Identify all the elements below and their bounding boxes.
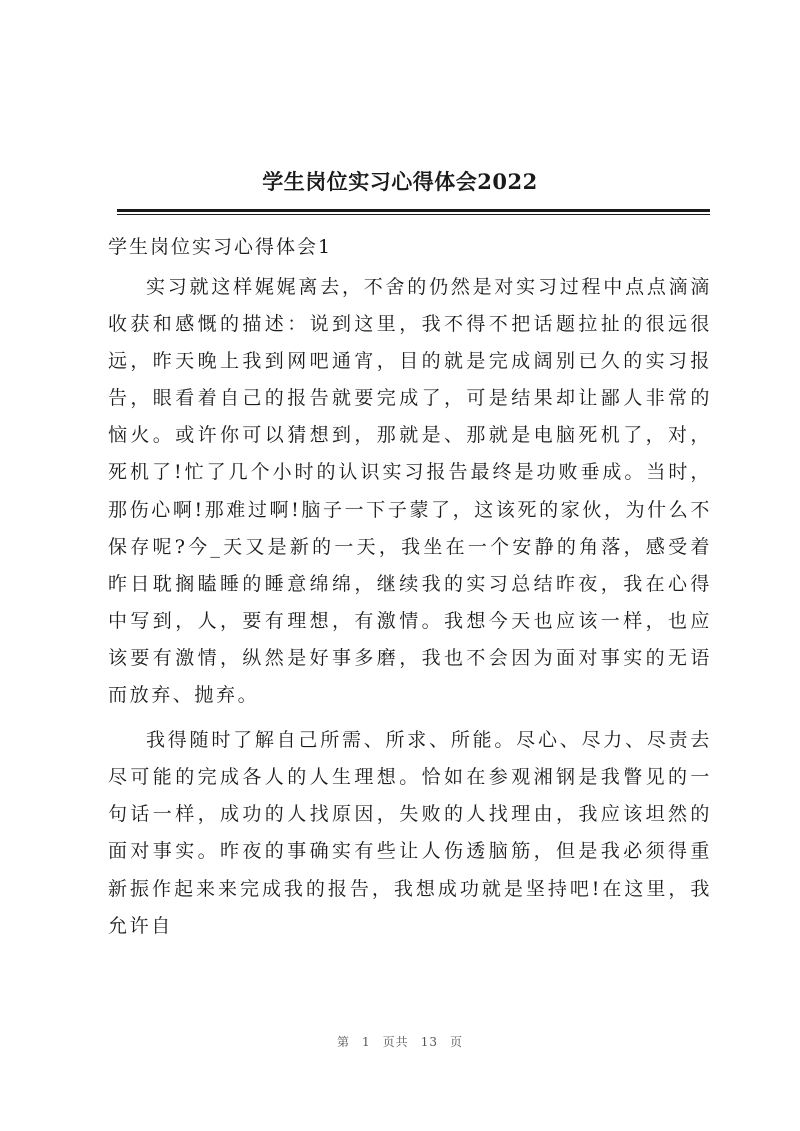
title-rule-thin bbox=[117, 214, 710, 215]
footer-suffix: 页 bbox=[449, 1035, 463, 1049]
footer-mid: 页共 bbox=[382, 1035, 409, 1049]
paragraph: 我得随时了解自己所需、所求、所能。尽心、尽力、尽责去尽可能的完成各人的人生理想。恰如在参观湘钢是我瞥见的一句话一样，成功的人找原因，失败的人找理由，我应该坦然的面对事实。昨夜的事确实有些让人伤透脑筋，但是我必须得重新振作起来来完成我的报告，我想成功就是坚持吧!在这里，我允许自 bbox=[108, 729, 712, 937]
page-title: 学生岗位实习心得体会2022 bbox=[262, 169, 538, 194]
section-subheading: 学生岗位实习心得体会1 bbox=[108, 236, 333, 258]
footer-prefix: 第 bbox=[337, 1035, 351, 1049]
footer-page-number: 1 bbox=[362, 1035, 371, 1049]
footer-total-pages: 13 bbox=[420, 1035, 438, 1049]
paragraph: 实习就这样娓娓离去，不舍的仍然是对实习过程中点点滴滴收获和感慨的描述：说到这里，我不得不把话题拉扯的很远很远，昨天晚上我到网吧通宵，目的就是完成阔别已久的实习报告，眼看着自己的报告就要完成了，可是结果却让鄙人非常的恼火。或许你可以猜想到，那就是、那就是电脑死机了，对，死机了!忙了几个小时的认识实习报告最终是功败垂成。当时，那伤心啊!那难过啊!脑子一下子蒙了，这该死的家伙，为什么不保存呢?今_天又是新的一天，我坐在一个安静的角落，感受着昨日耽搁瞌睡的睡意绵绵，继续我的实习总结昨夜，我在心得中写到，人，要有理想，有激情。我想今天也应该一样，也应该要有激情，纵然是好事多磨，我也不会因为面对事实的无语而放弃、抛弃。 bbox=[108, 276, 712, 707]
page-footer bbox=[0, 1033, 800, 1050]
body-text bbox=[108, 269, 712, 953]
title-rule-thick bbox=[117, 209, 710, 212]
